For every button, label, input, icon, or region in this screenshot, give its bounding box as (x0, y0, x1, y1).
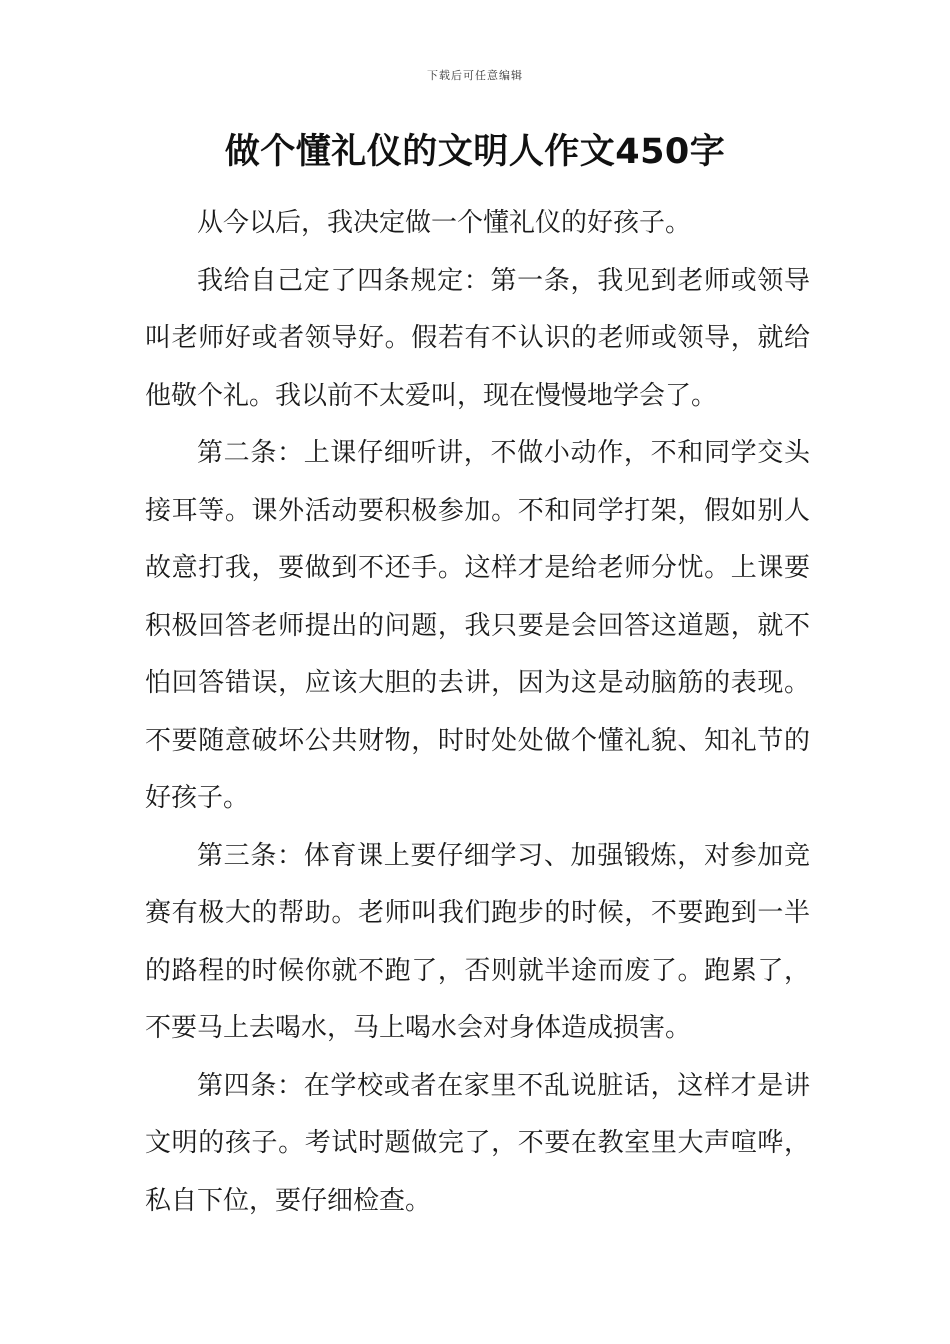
article-body (145, 195, 810, 1230)
paragraph: 从今以后，我决定做一个懂礼仪的好孩子。 (197, 208, 692, 238)
paragraph: 第二条：上课仔细听讲，不做小动作，不和同学交头接耳等。课外活动要积极参加。不和同学打架，假如别人故意打我，要做到不还手。这样才是给老师分忧。上课要积极回答老师提出的问题，我只要是会回答这道题，就不怕回答错误，应该大胆的去讲，因为这是动脑筋的表现。不要随意破坏公共财物，时时处处做个懂礼貌、知礼节的好孩子。 (145, 438, 810, 813)
paragraph: 第四条：在学校或者在家里不乱说脏话，这样才是讲文明的孩子。考试时题做完了，不要在教室里大声喧哗，私自下位，要仔细检查。 (145, 1070, 810, 1216)
page-title: 做个懂礼仪的文明人作文450字 (224, 132, 726, 172)
paragraph: 我给自己定了四条规定：第一条，我见到老师或领导叫老师好或者领导好。假若有不认识的老师或领导，就给他敬个礼。我以前不太爱叫，现在慢慢地学会了。 (145, 265, 810, 411)
header-note: 下载后可任意编辑 (427, 69, 523, 82)
paragraph: 第三条：体育课上要仔细学习、加强锻炼，对参加竞赛有极大的帮助。老师叫我们跑步的时候，不要跑到一半的路程的时候你就不跑了，否则就半途而废了。跑累了，不要马上去喝水，马上喝水会对身体造成损害。 (145, 840, 810, 1043)
